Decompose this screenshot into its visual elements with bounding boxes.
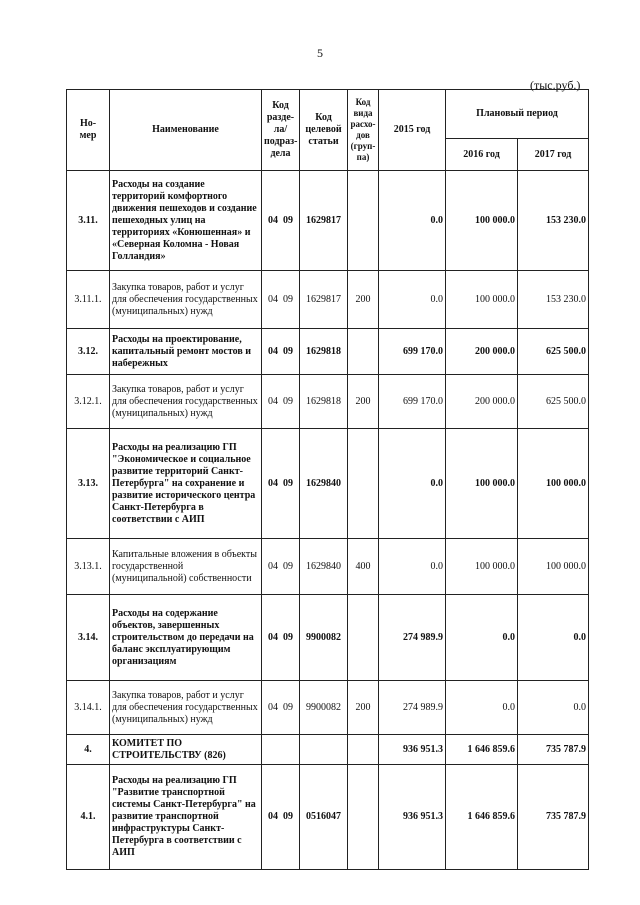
row-name: Капитальные вложения в объекты государственной (муниципальной) собственности — [110, 539, 262, 595]
row-name: Расходы на проектирование, капитальный ремонт мостов и набережных — [110, 329, 262, 375]
row-2015: 0.0 — [379, 539, 446, 595]
units-label: (тыс.руб.) — [530, 78, 581, 92]
row-2016: 100 000.0 — [446, 171, 518, 271]
table-row — [67, 765, 589, 870]
header-number: Но- мер — [67, 90, 110, 171]
row-2017: 153 230.0 — [518, 171, 589, 271]
row-2017: 0.0 — [518, 681, 589, 735]
row-2015: 0.0 — [379, 271, 446, 329]
row-name: Закупка товаров, работ и услуг для обеспечения государственных (муниципальных) нужд — [110, 375, 262, 429]
row-2015: 274 989.9 — [379, 595, 446, 681]
row-section — [262, 735, 300, 765]
row-2016: 200 000.0 — [446, 329, 518, 375]
table-row — [67, 595, 589, 681]
row-2015: 0.0 — [379, 171, 446, 271]
row-expense-type — [348, 735, 379, 765]
row-number: 4. — [67, 735, 110, 765]
row-target: 1629840 — [300, 429, 348, 539]
row-expense-type — [348, 171, 379, 271]
row-section: 04 09 — [262, 375, 300, 429]
table-row — [67, 429, 589, 539]
row-number: 3.13.1. — [67, 539, 110, 595]
row-2017: 153 230.0 — [518, 271, 589, 329]
header-2015: 2015 год — [379, 90, 446, 171]
row-expense-type — [348, 765, 379, 870]
row-2015: 699 170.0 — [379, 329, 446, 375]
row-section: 04 09 — [262, 271, 300, 329]
row-number: 3.12.1. — [67, 375, 110, 429]
row-2015: 699 170.0 — [379, 375, 446, 429]
row-name: КОМИТЕТ ПО СТРОИТЕЛЬСТВУ (826) — [110, 735, 262, 765]
row-target: 1629818 — [300, 375, 348, 429]
budget-table — [66, 89, 589, 870]
row-section: 04 09 — [262, 539, 300, 595]
row-2015: 274 989.9 — [379, 681, 446, 735]
table-row — [67, 329, 589, 375]
row-2016: 100 000.0 — [446, 429, 518, 539]
row-2015: 936 951.3 — [379, 765, 446, 870]
header-name: Наименование — [110, 90, 262, 171]
row-number: 3.14.1. — [67, 681, 110, 735]
row-2017: 625 500.0 — [518, 375, 589, 429]
row-2016: 100 000.0 — [446, 539, 518, 595]
row-2017: 625 500.0 — [518, 329, 589, 375]
page-number: 5 — [317, 46, 323, 60]
row-number: 3.11.1. — [67, 271, 110, 329]
row-target: 1629840 — [300, 539, 348, 595]
row-name: Расходы на содержание объектов, завершенных строительством до передачи на баланс эксплуатирующим организациям — [110, 595, 262, 681]
header-section: Код разде- ла/ подраз- дела — [262, 90, 300, 171]
row-expense-type — [348, 329, 379, 375]
row-target: 1629817 — [300, 171, 348, 271]
row-target: 1629817 — [300, 271, 348, 329]
header-planned-period: Плановый период — [446, 90, 589, 139]
row-expense-type — [348, 595, 379, 681]
row-2016: 1 646 859.6 — [446, 765, 518, 870]
row-name: Расходы на реализацию ГП "Развитие транспортной системы Санкт-Петербурга" на развитие транспортной инфраструктуры Санкт-Петербурга в соответствии с АИП — [110, 765, 262, 870]
row-2017: 0.0 — [518, 595, 589, 681]
row-number: 3.12. — [67, 329, 110, 375]
row-2016: 0.0 — [446, 595, 518, 681]
row-target — [300, 735, 348, 765]
row-section: 04 09 — [262, 429, 300, 539]
row-name: Расходы на реализацию ГП "Экономическое и социальное развитие территорий Санкт-Петербурга" на сохранение и развитие исторического центра Санкт-Петербурга в соответствии с АИП — [110, 429, 262, 539]
row-target: 1629818 — [300, 329, 348, 375]
header-2017: 2017 год — [518, 139, 589, 171]
row-2016: 200 000.0 — [446, 375, 518, 429]
row-section: 04 09 — [262, 681, 300, 735]
row-2015: 936 951.3 — [379, 735, 446, 765]
row-expense-type: 400 — [348, 539, 379, 595]
row-section: 04 09 — [262, 595, 300, 681]
table-row — [67, 539, 589, 595]
row-number: 3.14. — [67, 595, 110, 681]
row-2016: 0.0 — [446, 681, 518, 735]
row-name: Закупка товаров, работ и услуг для обеспечения государственных (муниципальных) нужд — [110, 271, 262, 329]
table-body — [67, 171, 589, 870]
row-2017: 735 787.9 — [518, 735, 589, 765]
table-row — [67, 681, 589, 735]
row-expense-type: 200 — [348, 271, 379, 329]
row-2017: 100 000.0 — [518, 539, 589, 595]
header-target: Код целевой статьи — [300, 90, 348, 171]
row-2017: 100 000.0 — [518, 429, 589, 539]
row-number: 3.11. — [67, 171, 110, 271]
header-2016: 2016 год — [446, 139, 518, 171]
table-row — [67, 271, 589, 329]
row-number: 3.13. — [67, 429, 110, 539]
row-2016: 100 000.0 — [446, 271, 518, 329]
row-expense-type: 200 — [348, 681, 379, 735]
table-row — [67, 171, 589, 271]
row-name: Закупка товаров, работ и услуг для обеспечения государственных (муниципальных) нужд — [110, 681, 262, 735]
row-section: 04 09 — [262, 171, 300, 271]
row-target: 0516047 — [300, 765, 348, 870]
row-expense-type — [348, 429, 379, 539]
row-expense-type: 200 — [348, 375, 379, 429]
row-name: Расходы на создание территорий комфортного движения пешеходов и создание пешеходных улиц на территориях «Конюшенная» и «Северная Коломна - Новая Голландия» — [110, 171, 262, 271]
table-row — [67, 735, 589, 765]
header-expense-type: Код вида расхо- дов (груп- па) — [348, 90, 379, 171]
row-number: 4.1. — [67, 765, 110, 870]
row-2017: 735 787.9 — [518, 765, 589, 870]
row-2015: 0.0 — [379, 429, 446, 539]
table-row — [67, 375, 589, 429]
row-target: 9900082 — [300, 681, 348, 735]
row-target: 9900082 — [300, 595, 348, 681]
row-section: 04 09 — [262, 765, 300, 870]
row-2016: 1 646 859.6 — [446, 735, 518, 765]
row-section: 04 09 — [262, 329, 300, 375]
